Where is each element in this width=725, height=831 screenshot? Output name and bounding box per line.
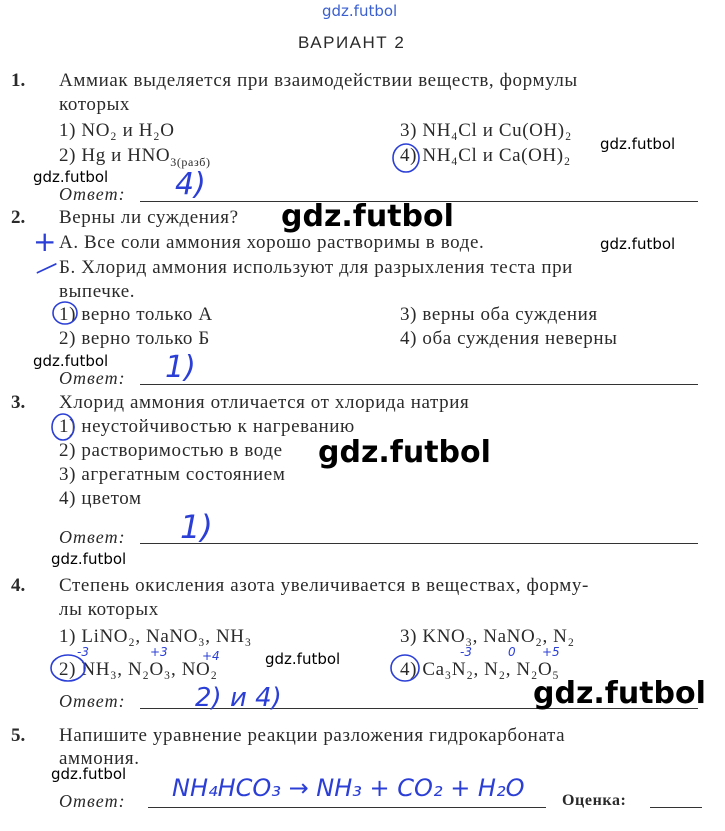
oxidation-mark: -3 [77,645,89,659]
watermark: gdz.futbol [33,168,109,186]
handwritten-answer: NH₄HCO₃ → NH₃ + CO₂ + H₂O [172,774,525,802]
watermark: gdz.futbol [600,235,676,253]
option-4[interactable]: 4) NH₄Cl и Ca(OH)₂ [400,145,571,166]
question-text: аммония. [59,748,140,769]
statement-b: выпечке. [59,281,136,302]
watermark: gdz.futbol [600,135,676,153]
question-text: которых [59,94,131,115]
option-4[interactable]: 4) цветом [59,488,142,509]
grade-label: Оценка: [562,792,627,809]
minus-mark: — [29,249,63,285]
handwritten-answer: 2) и 4) [195,683,282,713]
answer-label: Ответ: [59,791,126,811]
option-2[interactable]: 2) растворимостью в воде [59,440,283,461]
answer-label: Ответ: [59,691,126,711]
option-1[interactable]: 1) NO₂ и H₂O [59,120,175,141]
handwritten-answer: 1) [180,508,213,546]
statement-a: А. Все соли аммония хорошо растворимы в воде. [59,232,485,253]
answer-label: Ответ: [59,527,126,547]
option-1[interactable]: 1) верно только А [59,304,213,325]
circle-mark [53,302,77,324]
watermark: gdz.futbol [318,435,491,470]
circle-mark [393,144,419,172]
option-2[interactable]: 2) Hg и $HNO_{3(разб)}$ [59,145,211,169]
circle-mark [51,655,85,681]
oxidation-mark: 0 [508,645,516,659]
question-number: 4. [11,575,26,596]
option-3[interactable]: 3) KNO₃, NaNO₂, N₂ [400,626,575,647]
oxidation-mark: -3 [460,645,472,659]
watermark: gdz.futbol [51,765,127,783]
handwritten-answer: 4) [175,167,206,202]
question-text: Верны ли суждения? [59,207,239,228]
option-4[interactable]: 4) оба суждения неверны [400,328,618,349]
oxidation-mark: +4 [202,649,220,663]
question-text: Степень окисления азота увеличивается в веществах, форму- [59,575,589,596]
answer-label: Ответ: [59,368,126,388]
oxidation-mark: +3 [150,645,168,659]
question-number: 5. [11,725,26,746]
option-2[interactable]: 2) NH₃, N₂O₃, NO₂ [59,659,218,680]
circle-mark [52,414,74,440]
option-2[interactable]: 2) верно только Б [59,328,210,349]
question-text: Аммиак выделяется при взаимодействии веществ, формулы [59,70,578,91]
statement-b: Б. Хлорид аммония используют для разрыхления теста при [59,257,573,278]
question-number: 3. [11,392,26,413]
question-text: Напишите уравнение реакции разложения гидрокарбоната [59,725,566,746]
question-number: 1. [11,70,26,91]
watermark: gdz.futbol [51,550,127,568]
variant-title: ВАРИАНТ 2 [298,33,406,52]
oxidation-mark: +5 [542,645,560,659]
option-3[interactable]: 3) верны оба суждения [400,304,598,325]
circle-mark [391,655,419,681]
watermark-top: gdz.futbol [322,2,398,20]
option-1[interactable]: 1) неустойчивостью к нагреванию [59,416,355,437]
plus-mark: + [33,225,57,258]
question-text: лы которых [59,599,159,620]
question-number: 2. [11,207,26,228]
option-3[interactable]: 3) агрегатным состоянием [59,464,286,485]
option-4[interactable]: 4) Ca₃N₂, N₂, N₂O₅ [400,659,560,680]
answer-label: Ответ: [59,184,126,204]
watermark: gdz.futbol [33,352,109,370]
option-3[interactable]: 3) NH₄Cl и Cu(OH)₂ [400,120,572,141]
handwritten-answer: 1) [165,350,196,385]
watermark: gdz.futbol [265,650,341,668]
question-text: Хлорид аммония отличается от хлорида натрия [59,392,470,413]
option-1[interactable]: 1) LiNO₂, NaNO₃, NH₃ [59,626,252,647]
watermark: gdz.futbol [533,676,706,711]
watermark: gdz.futbol [281,199,454,234]
